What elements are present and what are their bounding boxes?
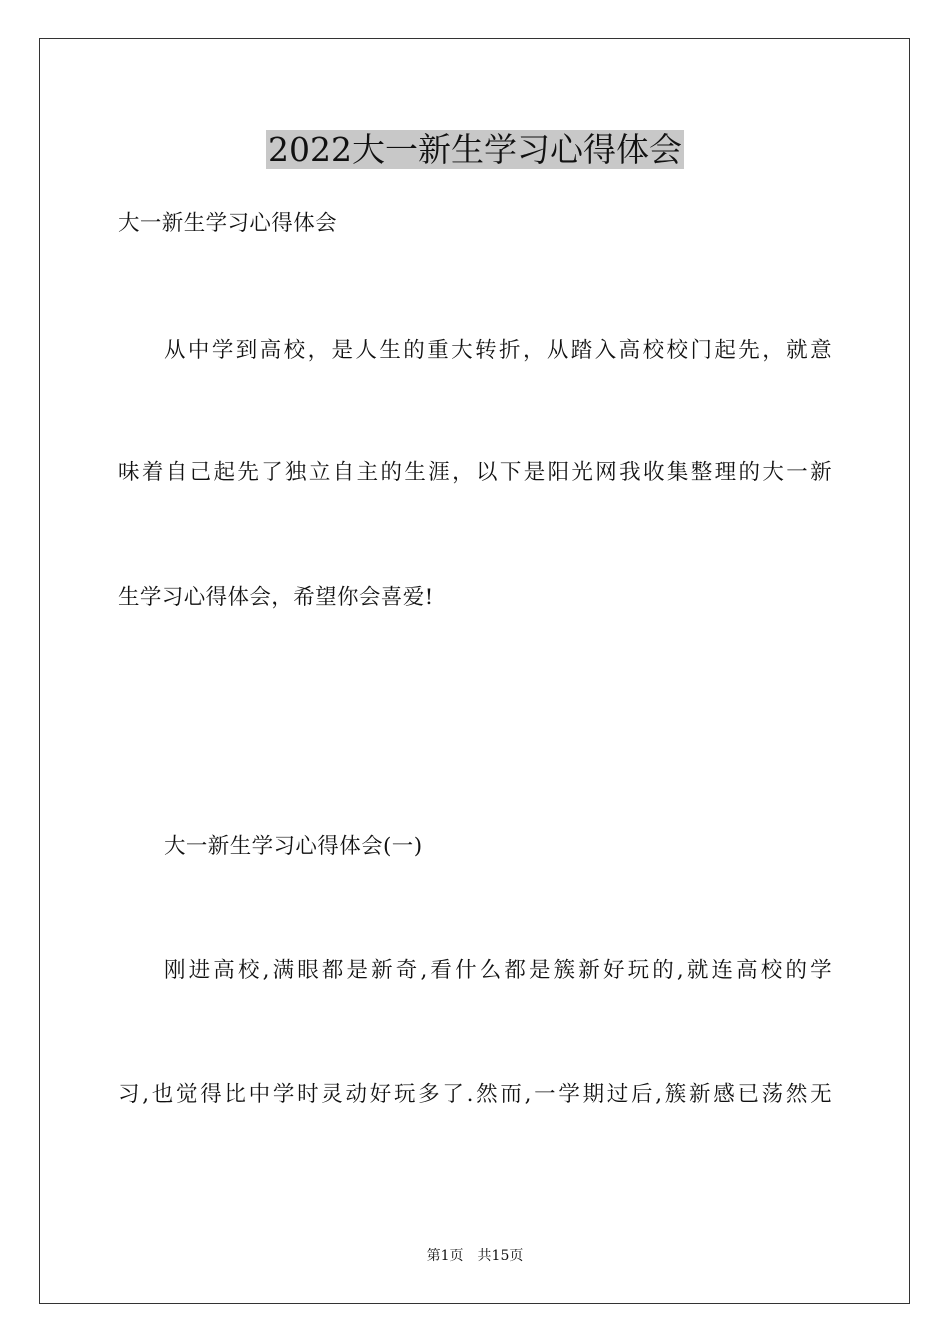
section-heading: 大一新生学习心得体会(一): [164, 834, 423, 859]
intro-paragraph-line-2: 味着自己起先了独立自主的生涯，以下是阳光网我收集整理的大一新: [118, 460, 832, 485]
document-title-text: 2022大一新生学习心得体会: [268, 130, 682, 169]
page-footer: [0, 1246, 950, 1266]
section-paragraph-line-1: 刚进高校,满眼都是新奇,看什么都是簇新好玩的,就连高校的学: [164, 958, 832, 983]
intro-paragraph-line-3: 生学习心得体会，希望你会喜爱!: [118, 585, 434, 610]
page-total: 共15页: [477, 1248, 524, 1264]
intro-paragraph-line-1: 从中学到高校，是人生的重大转折，从踏入高校校门起先，就意: [164, 338, 832, 363]
document-title: [0, 128, 950, 172]
section-paragraph-line-2: 习,也觉得比中学时灵动好玩多了.然而,一学期过后,簇新感已荡然无: [118, 1082, 832, 1107]
document-subtitle: 大一新生学习心得体会: [118, 211, 338, 236]
page-number: 第1页: [426, 1248, 464, 1264]
